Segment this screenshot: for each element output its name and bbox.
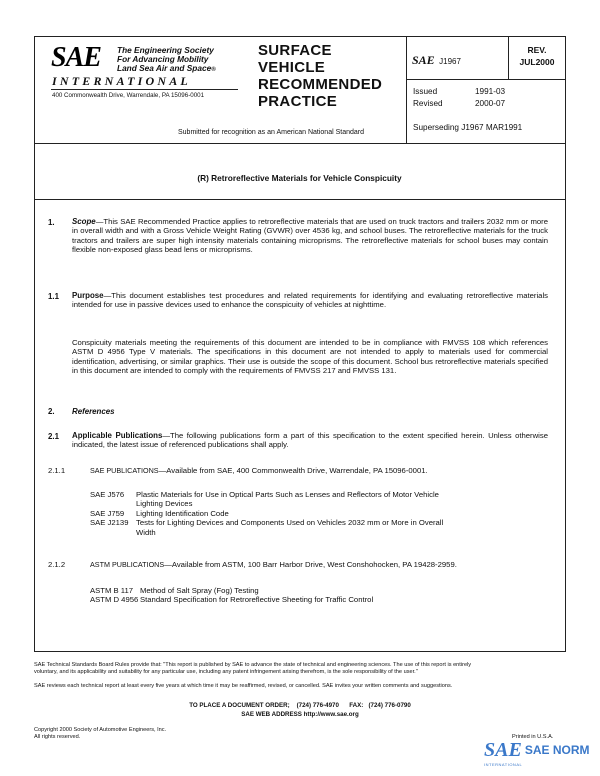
sae-logo: SAE: [51, 42, 101, 73]
tagline-line: The Engineering Society: [117, 45, 214, 55]
sae-publications-line: [90, 466, 550, 475]
reference-title-cont: Width: [136, 527, 156, 537]
fax-label: FAX:: [349, 702, 364, 709]
reference-title: Tests for Lighting Devices and Components Used on Vehicles 2032 mm or More in Overall: [136, 518, 444, 528]
revised-label: Revised: [413, 99, 443, 108]
section-number: 1.1: [48, 292, 59, 301]
copyright-notice: [34, 727, 166, 741]
reference-item: [90, 518, 550, 527]
society-tagline: [117, 46, 216, 75]
sae-small-logo: SAE: [412, 53, 435, 67]
rev-divider: [406, 79, 565, 80]
scope-heading: Scope: [72, 217, 96, 226]
web-address[interactable]: SAE WEB ADDRESS http://www.sae.org: [241, 711, 359, 718]
reference-code: ASTM B 117: [90, 586, 134, 595]
rev-vertical-divider: [508, 36, 509, 79]
reference-item: [90, 595, 550, 604]
scope-text: —This SAE Recommended Practice applies to retroreflective materials that are used on truck tractors and trailers 2032 mm or more in overall width and with a Gross Vehicle Weight Rating (GVWR) over 4536 kg, and school buses. The retroreflective materials for the truck tractors and trailers are super high intensity materials containing microprisms. The retroreflective materials for school buses may contain flexible non-exposed glass bead lens or microprisms.: [72, 217, 548, 255]
sae-reference-list: [90, 490, 550, 537]
applicable-publications-heading: Applicable Publications: [72, 431, 163, 440]
tagline-line: For Advancing Mobility: [117, 54, 209, 64]
issued-value: 1991-03: [475, 87, 506, 96]
copyright-line: Copyright 2000 Society of Automotive Engineers, Inc.: [34, 727, 167, 733]
ansi-submission-note: Submitted for recognition as an American National Standard: [178, 129, 364, 136]
scope-paragraph: [72, 217, 548, 255]
doc-type-line: RECOMMENDED: [258, 76, 383, 93]
logo-rule: [51, 89, 238, 90]
reference-title: Plastic Materials for Use in Optical Parts Such as Lenses and Reflectors of Motor Vehicle: [136, 490, 439, 499]
board-rules-note: [34, 662, 574, 676]
applicable-publications-text: —The following publications form a part of this specification to the extent specified herein. Unless otherwise indicated, the latest issue of referenced publications shall apply.: [72, 431, 548, 450]
reference-title-cont: Lighting Devices: [136, 499, 193, 509]
section-number: 2.: [48, 407, 55, 416]
reference-code: SAE J576: [90, 490, 125, 499]
rev-label: REV.: [527, 45, 547, 55]
printed-in: Printed in U.S.A.: [512, 734, 554, 740]
sae-publications-heading: SAE PUBLICATIONS: [90, 466, 159, 475]
society-address: 400 Commonwealth Drive, Warrendale, PA 15096-0001: [52, 92, 205, 99]
purpose-heading: Purpose: [72, 291, 104, 300]
references-heading: References: [72, 407, 115, 416]
section-number: 2.1.2: [48, 560, 66, 569]
astm-publications-line: [90, 560, 550, 569]
reference-title: Lighting Identification Code: [136, 508, 229, 518]
document-title: (R) Retroreflective Materials for Vehicle Conspicuity: [197, 173, 402, 183]
sae-publications-text: —Available from SAE, 400 Commonwealth Drive, Warrendale, PA 15096-0001.: [158, 466, 428, 475]
order-line: [0, 702, 600, 709]
section-number: 1.: [48, 218, 55, 227]
order-phone: (724) 776-4970: [296, 702, 339, 709]
astm-publications-heading: ASTM PUBLICATIONS: [90, 560, 165, 569]
watermark-logo: SAE: [484, 739, 522, 761]
section-number: 2.1.1: [48, 466, 66, 475]
title-divider: [34, 199, 565, 200]
issued-label: Issued: [413, 87, 438, 96]
reference-title: Standard Specification for Retroreflective Sheeting for Traffic Control: [140, 595, 374, 605]
revised-value: 2000-07: [475, 99, 506, 108]
reference-title: Method of Salt Spray (Fog) Testing: [140, 586, 259, 595]
reference-code: SAE J759: [90, 508, 125, 518]
doc-type-line: PRACTICE: [258, 93, 338, 110]
international-wordmark: INTERNATIONAL: [52, 74, 191, 88]
board-rules-line: voluntary, and its applicability and suitability for any particular use, including any patent infringement arising therefrom, is the sole responsibility of the user.": [34, 669, 418, 675]
applicable-publications-paragraph: [72, 431, 548, 450]
document-type: [258, 42, 382, 110]
fax-number: (724) 776-0790: [368, 702, 411, 709]
order-label: TO PLACE A DOCUMENT ORDER;: [189, 702, 290, 709]
review-note: SAE reviews each technical report at least every five years at which time it may be reaffirmed, revised, or cancelled. SAE invites your written comments and suggestions.: [34, 683, 453, 689]
reference-code: SAE J2139: [90, 518, 129, 528]
document-number-block: [412, 51, 461, 69]
reference-item: [90, 490, 550, 499]
doc-type-line: VEHICLE: [258, 59, 326, 76]
section-number: 2.1: [48, 432, 59, 441]
purpose-text: —This document establishes test procedures and related requirements for identifying and evaluating retroreflective materials intended for use in passive devices used to enhance the conspicuity of vehicles at nighttime.: [72, 291, 548, 310]
tagline-line: Land Sea Air and Space: [117, 63, 212, 73]
board-rules-line: SAE Technical Standards Board Rules provide that: "This report is published by SAE to advance the state of technical and engineering sciences. The use of this report is entirely: [34, 662, 472, 668]
astm-publications-text: —Available from ASTM, 100 Barr Harbor Drive, West Conshohocken, PA 19428-2959.: [164, 560, 457, 569]
purpose-paragraph: [72, 291, 548, 310]
reference-item: [90, 509, 550, 518]
copyright-line: All rights reserved.: [34, 734, 81, 740]
doc-type-line: SURFACE: [258, 42, 332, 59]
watermark-text: SAE NORM: [524, 743, 590, 757]
header-vertical-divider: [406, 36, 407, 143]
registered-mark: ®: [211, 67, 216, 73]
document-number: J1967: [439, 57, 461, 66]
astm-reference-list: [90, 586, 550, 605]
revision-block: [510, 44, 564, 68]
conspicuity-paragraph: Conspicuity materials meeting the requirements of this document are intended to be in compliance with FMVSS 108 which references ASTM D 4956 Type V materials. The specifications in this document are not intended to apply to materials used for commercial identification, advertising, or similar graphics. Their use is outside the scope of this document. School bus retroreflective materials specified in this document are intended to comply with the requirements of FMVSS 217 and FMVSS 131.: [72, 338, 548, 376]
issue-dates: [413, 86, 505, 110]
reference-item: [90, 586, 550, 595]
sae-norm-watermark: [484, 740, 589, 760]
superseding-note: Superseding J1967 MAR1991: [413, 123, 523, 132]
rev-date: JUL2000: [519, 57, 555, 67]
watermark-subtext: INTERNATIONAL: [484, 762, 523, 767]
reference-code: ASTM D 4956: [90, 595, 139, 605]
header-divider: [34, 143, 565, 144]
